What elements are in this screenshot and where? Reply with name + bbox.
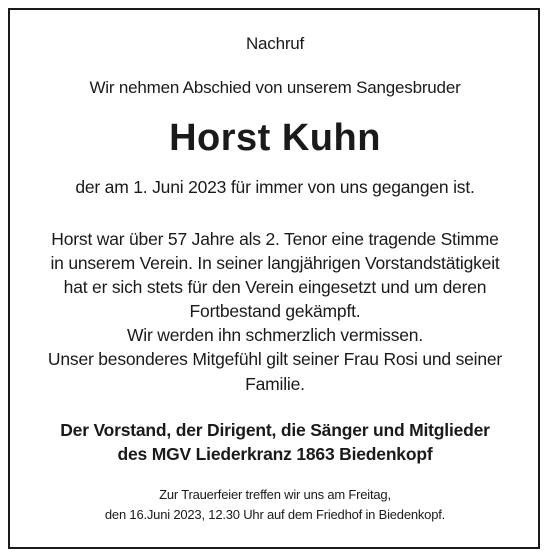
deceased-name: Horst Kuhn (169, 117, 381, 159)
funeral-notice (0, 485, 550, 525)
tribute-line: Wir werden ihn schmerzlich vermissen. (126, 325, 423, 346)
tribute-paragraph (0, 227, 550, 396)
signature-line: des MGV Liederkranz 1863 Biedenkopf (117, 444, 433, 464)
tribute-line: hat er sich stets für den Verein eingesetzt und um deren (63, 277, 487, 298)
tribute-line: Familie. (245, 373, 305, 394)
funeral-notice-line: den 16.Juni 2023, 12.30 Uhr auf dem Friedhof in Biedenkopf. (104, 507, 446, 522)
funeral-notice-line: Zur Trauerfeier treffen wir uns am Freitag, (159, 487, 391, 502)
signature (0, 418, 550, 466)
signature-line: Der Vorstand, der Dirigent, die Sänger und Mitglieder (60, 420, 490, 440)
date-of-death-text: der am 1. Juni 2023 für immer von uns gegangen ist. (75, 177, 475, 197)
tribute-line: Unser besonderes Mitgefühl gilt seiner Frau Rosi und seiner (47, 349, 503, 370)
tribute-line: Horst war über 57 Jahre als 2. Tenor eine tragende Stimme (51, 229, 499, 249)
intro-text: Wir nehmen Abschied von unserem Sangesbruder (89, 78, 461, 97)
tribute-line: in unserem Verein. In seiner langjährigen Vorstandstätigkeit (50, 253, 500, 274)
tribute-line: Fortbestand gekämpft. (189, 301, 361, 322)
notice-heading: Nachruf (245, 34, 305, 53)
